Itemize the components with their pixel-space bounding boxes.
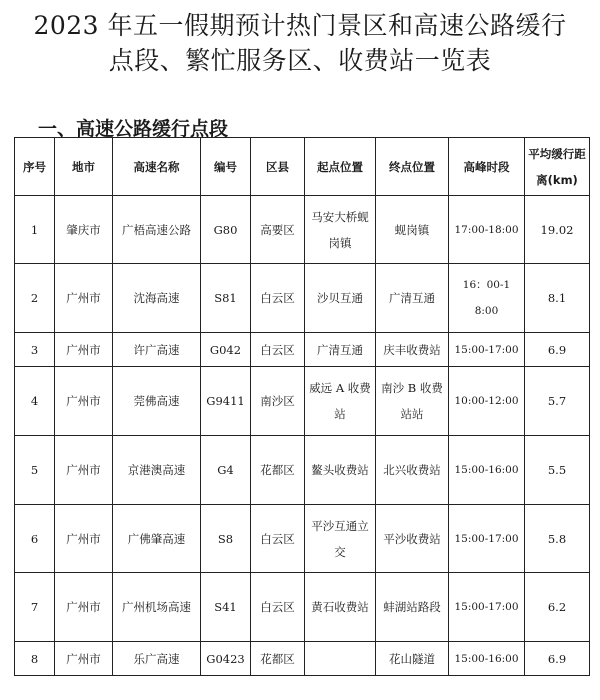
header-start: 起点位置 — [305, 138, 376, 196]
title-line-1: 2023 年五一假期预计热门景区和高速公路缓行 — [33, 11, 567, 40]
cell-start: 马安大桥蚬岗镇 — [305, 196, 376, 264]
cell-distance: 6.2 — [525, 573, 590, 642]
cell-distance: 5.7 — [525, 367, 590, 436]
cell-peak: 15:00-17:00 — [449, 573, 525, 642]
cell-index: 7 — [15, 573, 55, 642]
cell-distance: 19.02 — [525, 196, 590, 264]
table-row — [15, 333, 590, 367]
cell-start — [305, 642, 376, 676]
cell-peak: 15:00-16:00 — [449, 436, 525, 505]
cell-distance: 5.8 — [525, 505, 590, 573]
document-title — [0, 8, 600, 78]
cell-city: 广州市 — [55, 367, 113, 436]
cell-city: 广州市 — [55, 436, 113, 505]
cell-end: 北兴收费站 — [376, 436, 449, 505]
cell-peak: 15:00-17:00 — [449, 505, 525, 573]
cell-end: 广清互通 — [376, 264, 449, 333]
cell-index: 1 — [15, 196, 55, 264]
cell-peak: 10:00-12:00 — [449, 367, 525, 436]
cell-city: 广州市 — [55, 505, 113, 573]
cell-distance: 6.9 — [525, 333, 590, 367]
cell-code: S8 — [201, 505, 251, 573]
cell-code: G042 — [201, 333, 251, 367]
cell-city: 广州市 — [55, 642, 113, 676]
table-row — [15, 367, 590, 436]
cell-district: 白云区 — [251, 333, 305, 367]
cell-end: 南沙 B 收费站站 — [376, 367, 449, 436]
cell-end: 庆丰收费站 — [376, 333, 449, 367]
table-row — [15, 642, 590, 676]
header-distance: 平均缓行距离(km) — [525, 138, 590, 196]
cell-district: 南沙区 — [251, 367, 305, 436]
cell-highway: 京港澳高速 — [113, 436, 201, 505]
cell-district: 白云区 — [251, 505, 305, 573]
cell-start: 鳌头收费站 — [305, 436, 376, 505]
table-row — [15, 505, 590, 573]
cell-distance: 5.5 — [525, 436, 590, 505]
cell-highway: 广梧高速公路 — [113, 196, 201, 264]
cell-end: 蚬岗镇 — [376, 196, 449, 264]
cell-peak: 16：00-18:00 — [449, 264, 525, 333]
header-index: 序号 — [15, 138, 55, 196]
table-row — [15, 436, 590, 505]
cell-index: 3 — [15, 333, 55, 367]
table-row — [15, 264, 590, 333]
table-header-row — [15, 138, 590, 196]
cell-highway: 许广高速 — [113, 333, 201, 367]
cell-code: G80 — [201, 196, 251, 264]
cell-peak: 15:00-16:00 — [449, 642, 525, 676]
table-row — [15, 196, 590, 264]
cell-start: 沙贝互通 — [305, 264, 376, 333]
cell-distance: 6.9 — [525, 642, 590, 676]
cell-highway: 乐广高速 — [113, 642, 201, 676]
cell-start: 黄石收费站 — [305, 573, 376, 642]
cell-distance: 8.1 — [525, 264, 590, 333]
cell-peak: 17:00-18:00 — [449, 196, 525, 264]
cell-index: 8 — [15, 642, 55, 676]
title-line-2: 点段、繁忙服务区、收费站一览表 — [108, 46, 492, 75]
cell-district: 白云区 — [251, 264, 305, 333]
cell-city: 肇庆市 — [55, 196, 113, 264]
cell-end: 平沙收费站 — [376, 505, 449, 573]
cell-highway: 广佛肇高速 — [113, 505, 201, 573]
cell-end: 蚌湖站路段 — [376, 573, 449, 642]
cell-end: 花山隧道 — [376, 642, 449, 676]
cell-code: S41 — [201, 573, 251, 642]
cell-peak: 15:00-17:00 — [449, 333, 525, 367]
header-city: 地市 — [55, 138, 113, 196]
cell-code: G4 — [201, 436, 251, 505]
cell-highway: 广州机场高速 — [113, 573, 201, 642]
cell-index: 2 — [15, 264, 55, 333]
cell-start: 广清互通 — [305, 333, 376, 367]
header-end: 终点位置 — [376, 138, 449, 196]
cell-district: 白云区 — [251, 573, 305, 642]
header-district: 区县 — [251, 138, 305, 196]
cell-city: 广州市 — [55, 333, 113, 367]
cell-index: 6 — [15, 505, 55, 573]
cell-district: 高要区 — [251, 196, 305, 264]
header-code: 编号 — [201, 138, 251, 196]
header-highway: 高速名称 — [113, 138, 201, 196]
cell-district: 花都区 — [251, 436, 305, 505]
cell-index: 4 — [15, 367, 55, 436]
cell-start: 威远 A 收费站 — [305, 367, 376, 436]
cell-district: 花都区 — [251, 642, 305, 676]
cell-index: 5 — [15, 436, 55, 505]
congestion-table — [14, 137, 590, 676]
cell-city: 广州市 — [55, 573, 113, 642]
header-peak: 高峰时段 — [449, 138, 525, 196]
section-heading: 一、高速公路缓行点段 — [38, 118, 229, 140]
cell-city: 广州市 — [55, 264, 113, 333]
cell-highway: 莞佛高速 — [113, 367, 201, 436]
cell-code: G0423 — [201, 642, 251, 676]
cell-code: G9411 — [201, 367, 251, 436]
cell-start: 平沙互通立交 — [305, 505, 376, 573]
cell-highway: 沈海高速 — [113, 264, 201, 333]
table-row — [15, 573, 590, 642]
cell-code: S81 — [201, 264, 251, 333]
